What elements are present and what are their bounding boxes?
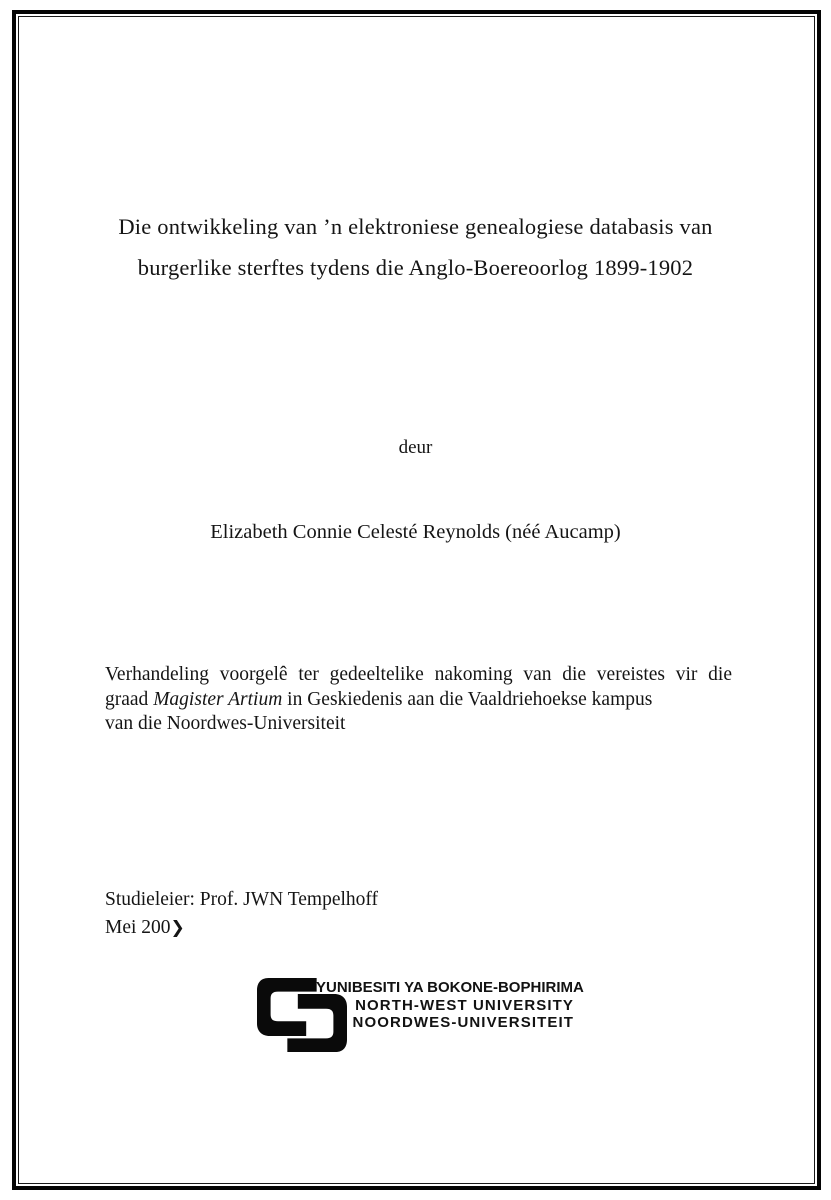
supervisor-line: Studieleier: Prof. JWN Tempelhoff — [105, 889, 379, 910]
author-name: Elizabeth Connie Celesté Reynolds (néé Aucamp) — [210, 521, 621, 543]
date-seven-glyph: ❯ — [170, 918, 184, 938]
date-text: Mei 200 — [105, 917, 171, 938]
thesis-title-line2: burgerlike sterftes tydens die Anglo-Boereoorlog 1899-1902 — [137, 255, 694, 280]
nwu-logo-line-afrikaans: NOORDWES-UNIVERSITEIT — [352, 1014, 574, 1031]
degree-statement-line3: van die Noordwes-Universiteit — [105, 713, 346, 734]
byline-label: deur — [398, 437, 433, 458]
degree-statement-line1: Verhandeling voorgelê ter gedeeltelike nakoming van die vereistes vir die — [105, 664, 732, 685]
degree-statement — [105, 663, 732, 737]
degree-statement-line2-post: in Geskiedenis aan die Vaaldriehoekse kampus — [282, 688, 653, 710]
degree-statement-line2 — [105, 688, 732, 713]
supervisor-block — [105, 886, 378, 942]
nwu-logo-line-english: NORTH-WEST UNIVERSITY — [355, 996, 574, 1014]
thesis-title — [40, 206, 791, 288]
degree-name: Magister Artium — [153, 688, 283, 710]
nwu-logo-text — [316, 979, 584, 1032]
degree-statement-line2-pre: graad — [105, 688, 154, 710]
nwu-logo — [257, 977, 587, 1057]
thesis-title-line1: Die ontwikkeling van ’n elektroniese genealogiese databasis van — [118, 214, 713, 239]
nwu-logo-line-setswana: YUNIBESITI YA BOKONE-BOPHIRIMA — [316, 979, 584, 996]
date-line — [105, 914, 378, 942]
